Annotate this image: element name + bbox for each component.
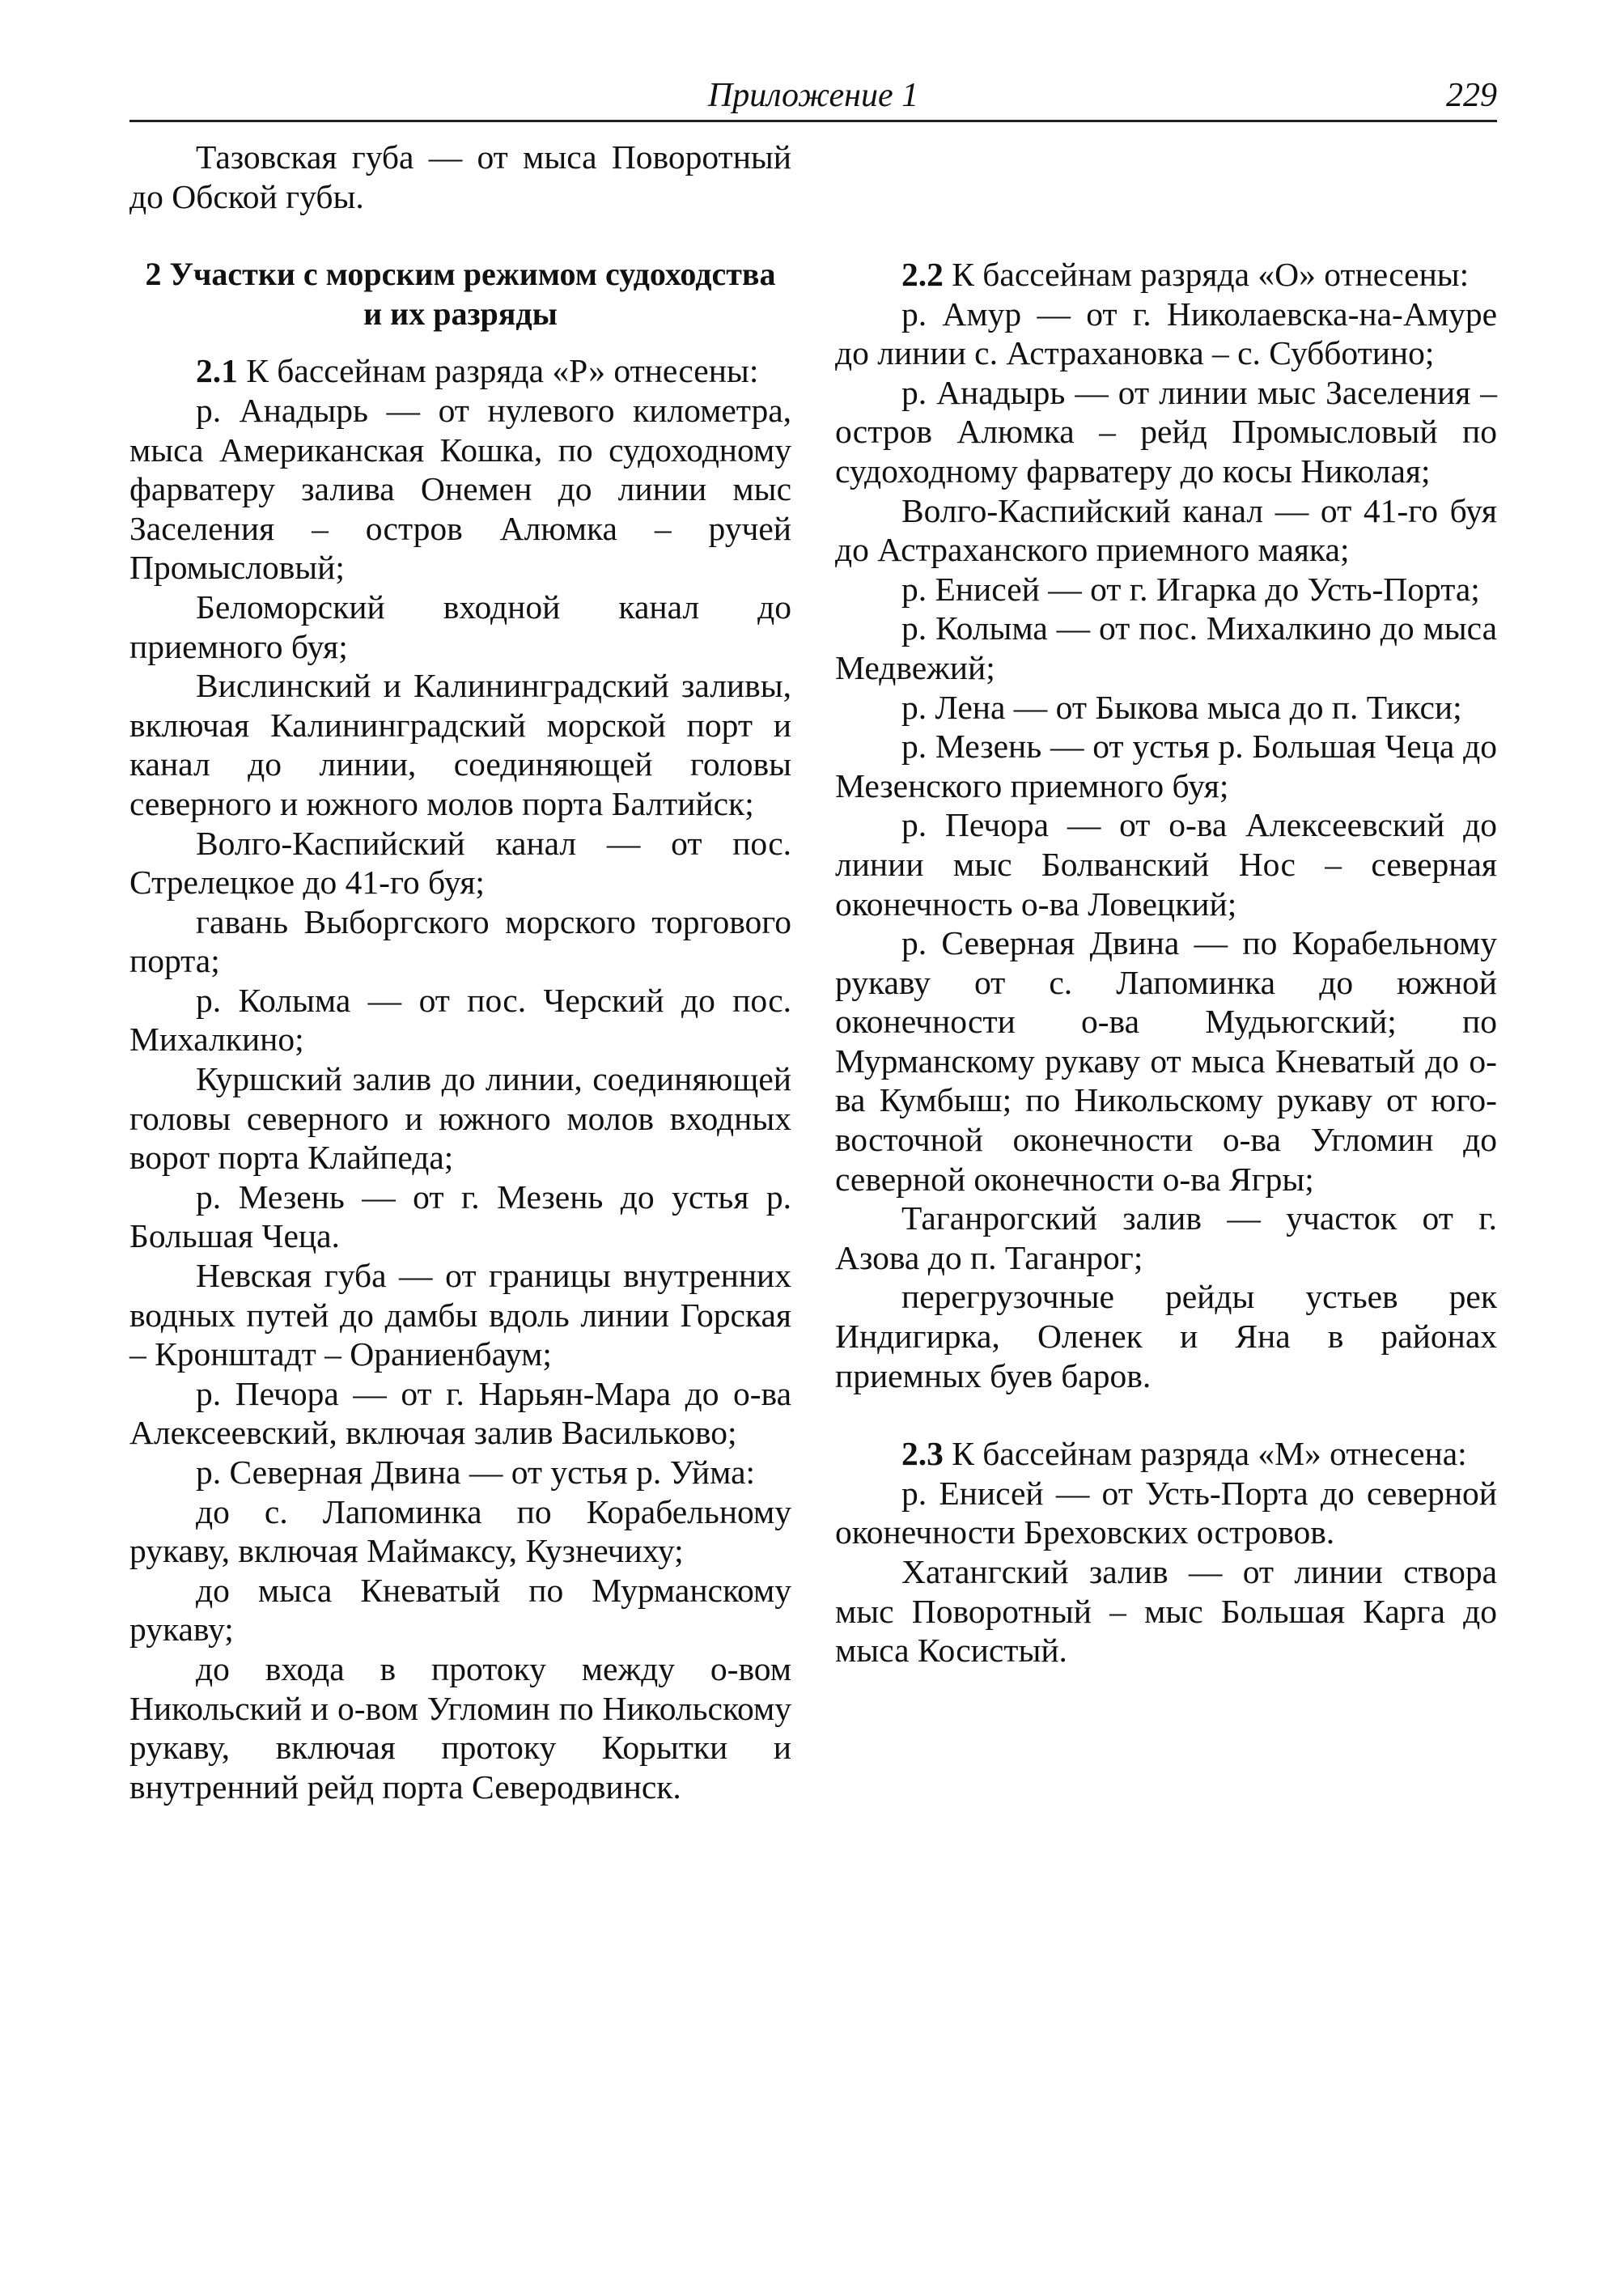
list-item: р. Колыма — от пос. Михалкино до мыса Медвежий; [835,609,1497,686]
list-item: р. Мезень — от устья р. Большая Чеца до Мезенского приемного буя; [835,728,1497,804]
left-column [129,138,791,1806]
subsection-2-1: 2.1 К бассейнам разряда «Р» отнесены: [196,352,759,390]
list-item: р. Северная Двина — по Корабельному рукаву от с. Лапоминка до южной оконечности о-ва Мудьюгский; по Мурманскому рукаву от мыса Кневатый до о-ва Кумбыш; по Никольскому рукаву от юго-восточной оконечности о-ва Угломин до северной оконечности о-ва Ягры; [835,924,1497,1198]
running-title: Приложение 1 [707,77,919,114]
list-item: Куршский залив до линии, соединяющей головы северного и южного молов входных ворот порта Клайпеда; [129,1060,791,1177]
list-item: р. Мезень — от г. Мезень до устья р. Большая Чеца. [129,1178,791,1255]
list-item: р. Анадырь — от нулевого километра, мыса Американская Кошка, по судоходному фарватеру залива Онемен до линии мыс Заселения – остров Алюмка – ручей Промысловый; [129,391,791,587]
list-item: перегрузочные рейды устьев рек Индигирка, Оленек и Яна в районах приемных буев баров. [835,1278,1497,1394]
list-item: р. Колыма — от пос. Черский до пос. Михалкино; [129,981,791,1059]
list-item: Таганрогский залив — участок от г. Азова до п. Таганрог; [835,1199,1497,1276]
list-item: Волго-Каспийский канал — от 41-го буя до Астраханского приемного маяка; [835,491,1497,569]
list-item: р. Северная Двина — от устья р. Уйма: [196,1454,756,1491]
list-item: до с. Лапоминка по Корабельному рукаву, включая Маймаксу, Кузнечиху; [129,1492,791,1570]
page-number: 229 [1446,77,1497,114]
page-header [129,74,1497,122]
list-item: р. Амур — от г. Николаевска-на-Амуре до линии с. Астрахановка – с. Субботино; [835,295,1497,372]
list-item: Беломорский входной канал до приемного буя; [129,588,791,665]
list-item: Хатангский залив — от линии створа мыс Поворотный – мыс Большая Карга до мыса Косистый. [835,1553,1497,1670]
list-item: р. Печора — от г. Нарьян-Мара до о-ва Алексеевский, включая залив Васильково; [129,1374,791,1452]
list-item: Вислинский и Калининградский заливы, включая Калининградский морской порт и канал до линии, соединяющей головы северного и южного молов порта Балтийск; [129,667,791,822]
list-item: Невская губа — от границы внутренних водных путей до дамбы вдоль линии Горская – Кронштадт – Ораниенбаум; [129,1257,791,1373]
list-item: гавань Выборгского морского торгового порта; [129,902,791,980]
subsection-2-2: 2.2 К бассейнам разряда «О» отнесены: [901,256,1470,293]
subsection-2-3: 2.3 К бассейнам разряда «М» отнесена: [901,1435,1467,1473]
list-item: р. Енисей — от Усть-Порта до северной оконечности Бреховских островов. [835,1474,1497,1551]
section-heading: 2 Участки с морским режимом судоходства и их разряды [145,256,776,332]
list-item: до входа в протоку между о-вом Никольский и о-вом Угломин по Никольскому рукаву, включая протоку Корытки и внутренний рейд порта Северодвинск. [129,1649,791,1806]
list-item: р. Лена — от Быкова мыса до п. Тикси; [901,688,1462,726]
list-item: р. Енисей — от г. Игарка до Усть-Порта; [901,570,1480,608]
right-column [835,138,1497,1670]
list-item: р. Печора — от о-ва Алексеевский до линии мыс Болванский Нос – северная оконечность о-ва Ловецкий; [835,806,1497,923]
list-item: Волго-Каспийский канал — от пос. Стрелецкое до 41-го буя; [129,824,791,902]
list-item: р. Анадырь — от линии мыс Заселения – остров Алюмка – рейд Промысловый по судоходному фарватеру до косы Николая; [835,373,1497,490]
paragraph: Тазовская губа — от мыса Поворотный до Обской губы. [129,138,791,215]
list-item: до мыса Кневатый по Мурманскому рукаву; [129,1571,791,1649]
